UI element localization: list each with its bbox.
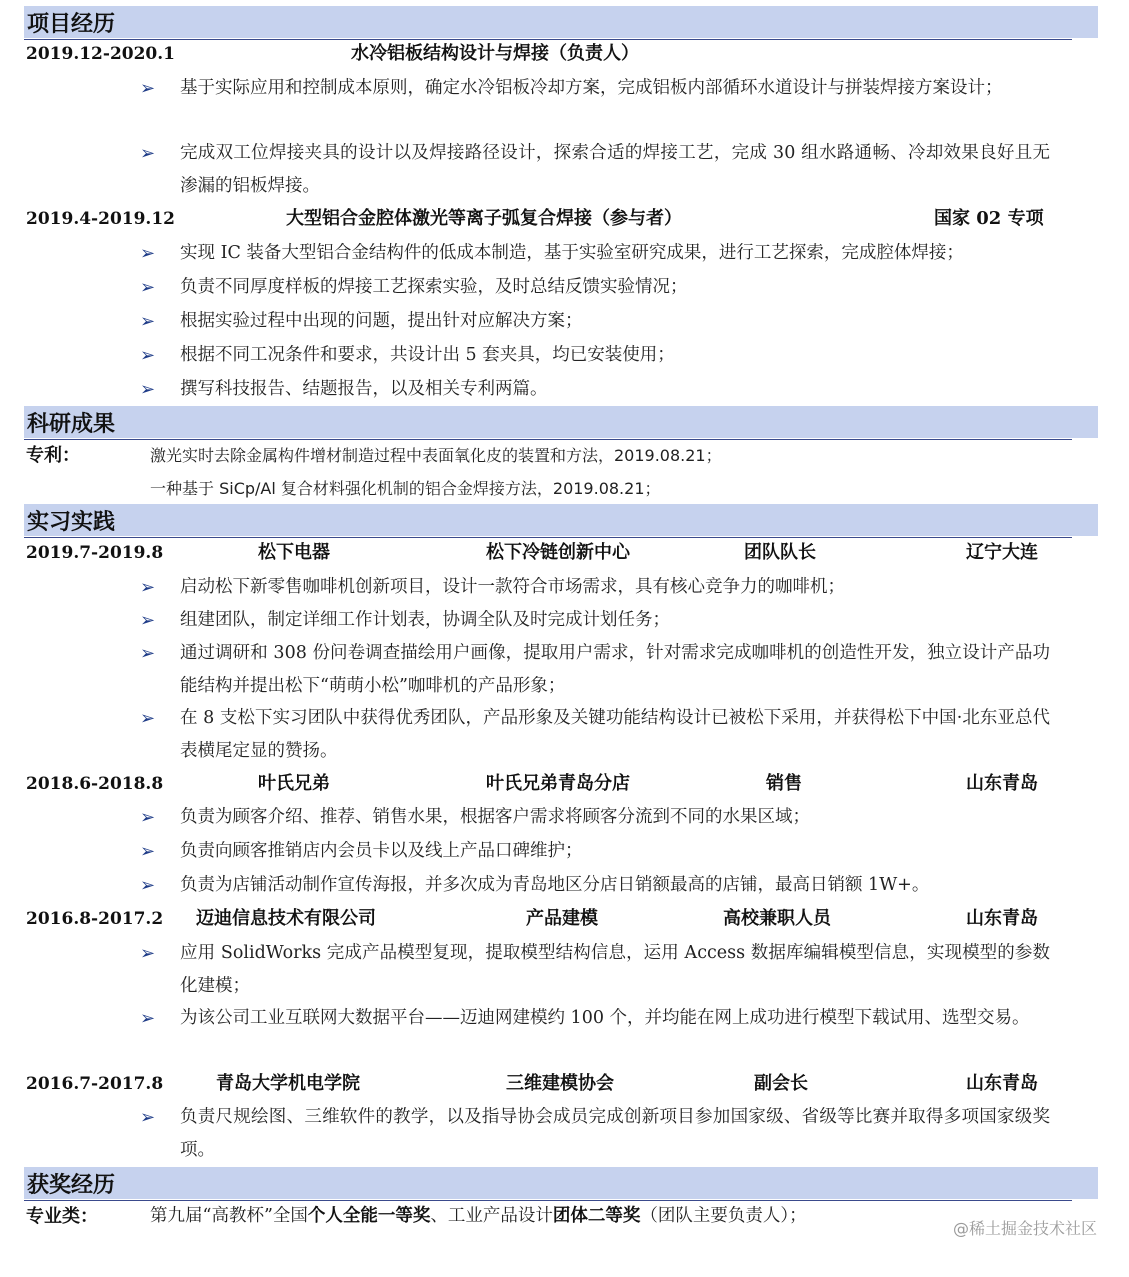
list-item: ➢ 组建团队，制定详细工作计划表，协调全队及时完成计划任务； <box>140 604 1050 637</box>
list-item: ➢ 通过调研和 308 份问卷调查描绘用户画像，提取用户需求，针对需求完成咖啡机的创造性开发，独立设计产品功能结构并提出松下“萌萌小松”咖啡机的产品形象； <box>140 637 1050 703</box>
arrow-bullet-icon: ➢ <box>140 379 156 400</box>
list-item: ➢ 启动松下新零售咖啡机创新项目，设计一款符合市场需求，具有核心竞争力的咖啡机； <box>140 571 1050 604</box>
internship-role: 团队队长 <box>744 542 816 563</box>
internship-row <box>26 771 1050 797</box>
internship-dept: 三维建模协会 <box>506 1073 614 1094</box>
award-label: 专业类： <box>26 1206 98 1227</box>
award-highlight: 个人全能一等奖 <box>307 1206 431 1226</box>
patent-item: 一种基于 SiCp/Al 复合材料强化机制的铝合金焊接方法，2019.08.21； <box>150 479 661 498</box>
section-header-research <box>24 406 1098 438</box>
arrow-bullet-icon: ➢ <box>140 143 156 164</box>
internship-location: 辽宁大连 <box>966 542 1038 563</box>
list-item: ➢ 负责为店铺活动制作宣传海报，并多次成为青岛地区分店日销额最高的店铺，最高日销额 1W+。 <box>140 869 1050 902</box>
project-title: 水冷铝板结构设计与焊接（负责人） <box>351 43 639 64</box>
list-item: ➢ 撰写科技报告、结题报告，以及相关专利两篇。 <box>140 373 1050 406</box>
patent-item: 激光实时去除金属构件增材制造过程中表面氧化皮的装置和方法，2019.08.21； <box>150 446 722 465</box>
internship-org: 叶氏兄弟 <box>258 773 330 794</box>
internship-role: 副会长 <box>754 1073 808 1094</box>
arrow-bullet-icon: ➢ <box>140 277 156 298</box>
project-date: 2019.4-2019.12 <box>26 209 176 229</box>
arrow-bullet-icon: ➢ <box>140 577 156 598</box>
patent-label: 专利： <box>26 445 80 466</box>
internship-role: 高校兼职人员 <box>723 908 831 929</box>
list-item: ➢ 在 8 支松下实习团队中获得优秀团队，产品形象及关键功能结构设计已被松下采用，并获得松下中国·北东亚总代表横尾定显的赞扬。 <box>140 702 1050 768</box>
arrow-bullet-icon: ➢ <box>140 708 156 729</box>
internship-date: 2016.7-2017.8 <box>26 1074 164 1094</box>
section-title: 项目经历 <box>27 12 116 37</box>
section-header-internship <box>24 504 1098 536</box>
list-item: ➢ 负责不同厚度样板的焊接工艺探索实验，及时总结反馈实验情况； <box>140 271 1050 304</box>
section-header-projects <box>24 6 1098 38</box>
arrow-bullet-icon: ➢ <box>140 78 156 99</box>
list-item: ➢ 基于实际应用和控制成本原则，确定水冷铝板冷却方案，完成铝板内部循环水道设计与拼装焊接方案设计； <box>140 72 1050 105</box>
arrow-bullet-icon: ➢ <box>140 345 156 366</box>
section-title: 获奖经历 <box>27 1173 116 1198</box>
arrow-bullet-icon: ➢ <box>140 1008 156 1029</box>
section-title: 科研成果 <box>27 412 116 437</box>
watermark: @稀土掘金技术社区 <box>952 1219 1097 1238</box>
list-item: ➢ 完成双工位焊接夹具的设计以及焊接路径设计，探索合适的焊接工艺，完成 30 组水路通畅、冷却效果良好且无渗漏的铝板焊接。 <box>140 137 1050 203</box>
internship-location: 山东青岛 <box>966 1073 1038 1094</box>
section-title: 实习实践 <box>27 510 116 535</box>
internship-row <box>26 906 1050 932</box>
internship-org: 青岛大学机电学院 <box>216 1073 360 1094</box>
arrow-bullet-icon: ➢ <box>140 807 156 828</box>
list-item: ➢ 根据实验过程中出现的问题，提出针对应解决方案； <box>140 305 1050 338</box>
list-item: ➢ 根据不同工况条件和要求，共设计出 5 套夹具，均已安装使用； <box>140 339 1050 372</box>
section-header-awards <box>24 1167 1098 1199</box>
list-item: ➢ 负责尺规绘图、三维软件的教学，以及指导协会成员完成创新项目参加国家级、省级等比赛并取得多项国家级奖项。 <box>140 1101 1050 1167</box>
arrow-bullet-icon: ➢ <box>140 643 156 664</box>
internship-date: 2019.7-2019.8 <box>26 543 164 563</box>
project-row <box>26 41 1050 67</box>
arrow-bullet-icon: ➢ <box>140 311 156 332</box>
list-item: ➢ 应用 SolidWorks 完成产品模型复现，提取模型结构信息，运用 Access 数据库编辑模型信息，实现模型的参数化建模； <box>140 937 1050 1003</box>
divider <box>24 39 1072 40</box>
arrow-bullet-icon: ➢ <box>140 610 156 631</box>
project-row <box>26 206 1050 232</box>
internship-row <box>26 1071 1050 1097</box>
award-item: 第九届“高教杯”全国个人全能一等奖、工业产品设计团体二等奖（团队主要负责人）； <box>150 1206 807 1226</box>
internship-location: 山东青岛 <box>966 773 1038 794</box>
internship-dept: 产品建模 <box>526 908 598 929</box>
arrow-bullet-icon: ➢ <box>140 841 156 862</box>
arrow-bullet-icon: ➢ <box>140 943 156 964</box>
internship-date: 2018.6-2018.8 <box>26 774 164 794</box>
internship-org: 迈迪信息技术有限公司 <box>196 908 376 929</box>
internship-row <box>26 540 1050 566</box>
project-title: 大型铝合金腔体激光等离子弧复合焊接（参与者） <box>286 208 682 229</box>
list-item: ➢ 负责为顾客介绍、推荐、销售水果，根据客户需求将顾客分流到不同的水果区域； <box>140 801 1050 834</box>
divider <box>24 537 1072 538</box>
project-date: 2019.12-2020.1 <box>26 44 176 64</box>
internship-date: 2016.8-2017.2 <box>26 909 164 929</box>
list-item: ➢ 为该公司工业互联网大数据平台——迈迪网建模约 100 个，并均能在网上成功进行模型下载试用、选型交易。 <box>140 1002 1050 1035</box>
internship-location: 山东青岛 <box>966 908 1038 929</box>
internship-dept: 松下冷链创新中心 <box>486 542 630 563</box>
internship-org: 松下电器 <box>258 542 330 563</box>
arrow-bullet-icon: ➢ <box>140 243 156 264</box>
internship-role: 销售 <box>766 773 802 794</box>
project-extra: 国家 02 专项 <box>934 208 1044 229</box>
internship-dept: 叶氏兄弟青岛分店 <box>486 773 630 794</box>
list-item: ➢ 负责向顾客推销店内会员卡以及线上产品口碑维护； <box>140 835 1050 868</box>
list-item: ➢ 实现 IC 装备大型铝合金结构件的低成本制造，基于实验室研究成果，进行工艺探索，完成腔体焊接； <box>140 237 1050 270</box>
award-highlight: 团体二等奖 <box>552 1206 641 1226</box>
arrow-bullet-icon: ➢ <box>140 875 156 896</box>
arrow-bullet-icon: ➢ <box>140 1107 156 1128</box>
